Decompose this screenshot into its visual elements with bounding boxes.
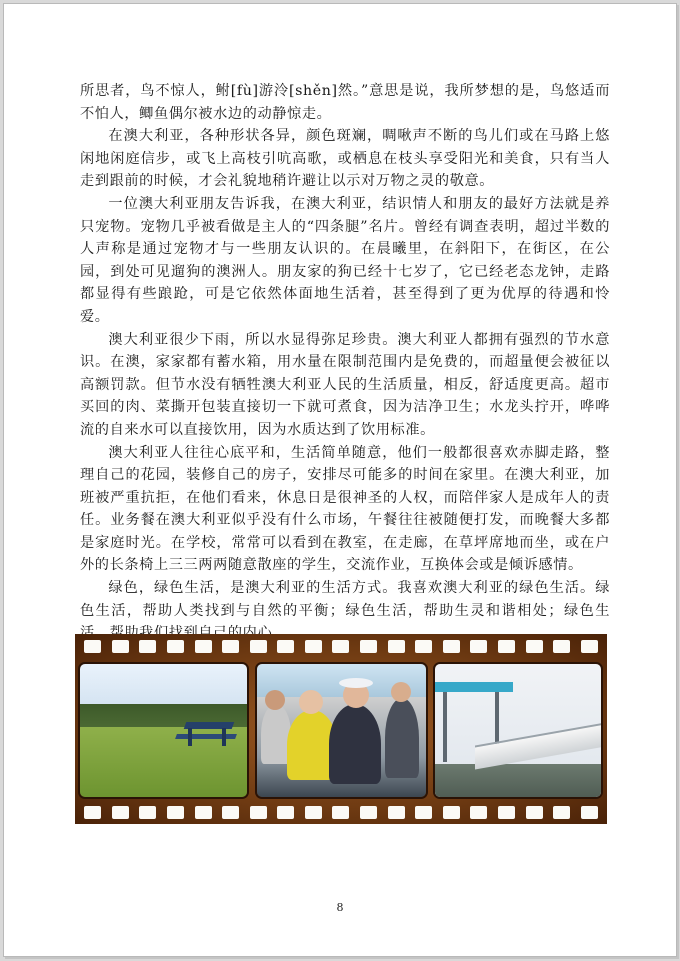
paragraph: 在澳大利亚，各种形状各异，颜色斑斓，啁啾声不断的鸟儿们或在马路上悠闲地闲庭信步，或飞上高枝引吭高歌，或栖息在枝头享受阳光和美食，只有当人走到跟前的时候，才会礼貌地稍许避让以示对万物之灵的敬意。 bbox=[80, 128, 610, 190]
sprocket-hole bbox=[388, 640, 405, 653]
film-strip bbox=[75, 634, 607, 824]
paragraph: 一位澳大利亚朋友告诉我，在澳大利亚，结识情人和朋友的最好方法就是养只宠物。宠物几乎被看做是主人的“四条腿”名片。曾经有调查表明，超过半数的人声称是通过宠物才与一些朋友认识的。在晨曦里，在斜阳下，在街区，在公园，到处可见遛狗的澳洲人。朋友家的狗已经十七岁了，它已经老态龙钟，走路都显得有些踉跄，可是它依然体面地生活着，甚至得到了更为优厚的待遇和怜爱。 bbox=[80, 195, 610, 325]
sprocket-hole bbox=[415, 640, 432, 653]
sprocket-hole bbox=[112, 806, 129, 819]
page-number: 8 bbox=[336, 901, 344, 914]
sprocket-hole bbox=[195, 806, 212, 819]
sprocket-hole bbox=[332, 640, 349, 653]
sprocket-hole bbox=[415, 806, 432, 819]
sprocket-hole bbox=[332, 806, 349, 819]
sprocket-hole bbox=[195, 640, 212, 653]
sprocket-holes-top bbox=[75, 638, 607, 654]
sprocket-hole bbox=[167, 806, 184, 819]
sprocket-hole bbox=[581, 640, 598, 653]
sprocket-hole bbox=[222, 640, 239, 653]
sprocket-hole bbox=[498, 640, 515, 653]
sprocket-hole bbox=[443, 806, 460, 819]
sprocket-hole bbox=[526, 806, 543, 819]
sprocket-hole bbox=[388, 806, 405, 819]
sprocket-hole bbox=[222, 806, 239, 819]
sprocket-hole bbox=[139, 640, 156, 653]
paragraph: 绿色，绿色生活，是澳大利亚的生活方式。我喜欢澳大利亚的绿色生活。绿色生活，帮助人类找到与自然的平衡；绿色生活，帮助生灵和谐相处；绿色生 bbox=[80, 580, 610, 619]
paragraph: 所思者，鸟不惊人，鲋[fù]游泠[shěn]然。”意思是说，我所梦想的是，鸟悠适而不怕人，鲫鱼偶尔被水边的动静惊走。 bbox=[80, 83, 610, 122]
sprocket-hole bbox=[277, 640, 294, 653]
sprocket-hole bbox=[250, 640, 267, 653]
sprocket-hole bbox=[470, 640, 487, 653]
sprocket-hole bbox=[360, 806, 377, 819]
sprocket-hole bbox=[553, 806, 570, 819]
sprocket-hole bbox=[305, 640, 322, 653]
sprocket-hole bbox=[250, 806, 267, 819]
sprocket-hole bbox=[112, 640, 129, 653]
sprocket-hole bbox=[553, 640, 570, 653]
sprocket-hole bbox=[84, 806, 101, 819]
sprocket-hole bbox=[360, 640, 377, 653]
park-photo bbox=[78, 662, 249, 799]
sprocket-hole bbox=[443, 640, 460, 653]
boat-passengers-photo bbox=[255, 662, 428, 799]
sprocket-hole bbox=[470, 806, 487, 819]
paragraph: 澳大利亚人往往心底平和，生活简单随意，他们一般都很喜欢赤脚走路，整理自己的花园，装修自己的房子，安排尽可能多的时间在家里。在澳大利亚，加班被严重抗拒，在他们看来，休息日是很神圣的人权，而陪伴家人是成年人的责任。业务餐在澳大利亚似乎没有什么市场，午餐往往被随便打发，而晚餐大多都是家庭时光。在学校，常常可以看到在教室，在走廊，在草坪席地而坐，或在户外的长条椅上三三两两随意散座的学生，交流作业，互换体会或是倾诉感情。 bbox=[80, 444, 610, 574]
sprocket-hole bbox=[277, 806, 294, 819]
sprocket-holes-bottom bbox=[75, 804, 607, 820]
sprocket-hole bbox=[498, 806, 515, 819]
sprocket-hole bbox=[581, 806, 598, 819]
sprocket-hole bbox=[139, 806, 156, 819]
sprocket-hole bbox=[305, 806, 322, 819]
sprocket-hole bbox=[84, 640, 101, 653]
sprocket-hole bbox=[526, 640, 543, 653]
paragraph: 澳大利亚很少下雨，所以水显得弥足珍贵。澳大利亚人都拥有强烈的节水意识。在澳，家家都有蓄水箱，用水量在限制范围内是免费的，而超量便会被征以高额罚款。但节水没有牺牲澳大利亚人民的生活质量，相反，舒适度更高。超市买回的肉、菜撕开包装直接切一下就可煮食，因为洁净卫生；水龙头拧开，哗哗流的自来水可以直接饮用，因为水质达到了饮用标准。 bbox=[80, 331, 610, 438]
ferry-wharf-photo bbox=[433, 662, 603, 799]
body-text bbox=[80, 80, 610, 645]
sprocket-hole bbox=[167, 640, 184, 653]
